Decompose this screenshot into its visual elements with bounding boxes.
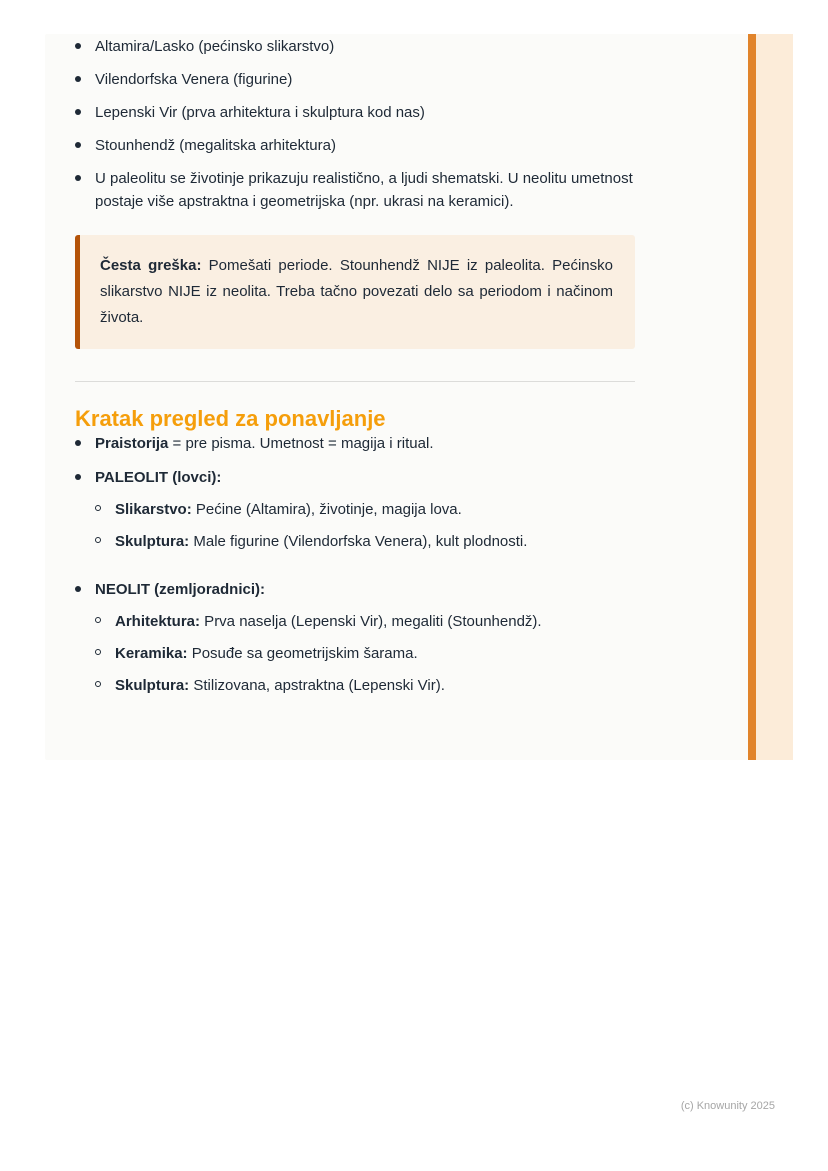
circle-bullet-icon [95, 537, 101, 543]
list-item-text [115, 674, 635, 697]
list-item-text [115, 642, 635, 665]
term-text: Posuđe sa geometrijskim šarama. [187, 645, 418, 662]
term-label: PALEOLIT (lovci): [95, 469, 222, 486]
term-text: Male figurine (Vilendorfska Venera), kult plodnosti. [189, 533, 528, 550]
accent-bar [748, 34, 756, 760]
term-text: = pre pisma. Umetnost = magija i ritual. [168, 435, 434, 452]
term-label: Skulptura: [115, 533, 190, 550]
nested-list [95, 498, 635, 553]
callout-label: Česta greška: [100, 257, 202, 274]
circle-bullet-icon [95, 649, 101, 655]
examples-list [75, 35, 635, 157]
bullet-icon [75, 440, 81, 446]
bullet-icon [75, 109, 81, 115]
list-item [95, 642, 635, 665]
list-item [95, 674, 635, 697]
term-label: NEOLIT (zemljoradnici): [95, 581, 266, 598]
list-item-text [115, 610, 635, 633]
nested-list [95, 610, 635, 697]
list-item-text: Stounhendž (megalitska arhitektura) [95, 137, 336, 154]
callout-text: Pomešati periode. Stounhendž NIJE iz paleolita. Pećinsko slikarstvo NIJE iz neolita. Treba tačno povezati delo sa periodom i načinom života. [100, 257, 613, 326]
list-item [75, 167, 635, 213]
list-item [95, 610, 635, 633]
term-label: Praistorija [95, 435, 169, 452]
bullet-icon [75, 76, 81, 82]
footer-credit: (c) Knowunity 2025 [680, 1100, 775, 1112]
term-text: Stilizovana, apstraktna (Lepenski Vir). [189, 677, 445, 694]
list-item-text [95, 466, 635, 562]
list-item-text [115, 498, 635, 521]
bullet-icon [75, 142, 81, 148]
term-text: Prva naselja (Lepenski Vir), megaliti (Stounhendž). [200, 613, 542, 630]
list-item [75, 466, 635, 562]
divider [75, 381, 635, 382]
term-label: Keramika: [115, 645, 188, 662]
list-item-text: Lepenski Vir (prva arhitektura i skulptura kod nas) [95, 104, 425, 121]
circle-bullet-icon [95, 617, 101, 623]
list-item [75, 578, 635, 706]
term-label: Arhitektura: [115, 613, 201, 630]
list-item [75, 68, 635, 91]
document-content [75, 35, 635, 717]
circle-bullet-icon [95, 681, 101, 687]
list-item [75, 432, 635, 455]
paragraph-list [75, 167, 635, 213]
list-item [75, 134, 635, 157]
bullet-icon [75, 175, 81, 181]
term-label: Skulptura: [115, 677, 190, 694]
bullet-icon [75, 586, 81, 592]
list-item-text [95, 432, 635, 455]
side-panel [756, 34, 793, 760]
list-item [75, 35, 635, 58]
callout-box [75, 235, 635, 349]
bullet-icon [75, 474, 81, 480]
list-item-text: U paleolitu se životinje prikazuju realistično, a ljudi shematski. U neolitu umetnost postaje više apstraktna i geometrijska (npr. ukrasi na keramici). [95, 170, 633, 210]
bullet-icon [75, 43, 81, 49]
circle-bullet-icon [95, 505, 101, 511]
list-item-text: Vilendorfska Venera (figurine) [95, 71, 293, 88]
section-heading: Kratak pregled za ponavljanje [75, 406, 386, 431]
term-label: Slikarstvo: [115, 501, 192, 518]
list-item-text: Altamira/Lasko (pećinsko slikarstvo) [95, 38, 335, 55]
list-item-text [95, 578, 635, 706]
list-item [95, 498, 635, 521]
list-item [75, 101, 635, 124]
list-item [95, 530, 635, 553]
list-item-text [115, 530, 635, 553]
summary-list [75, 432, 635, 706]
term-text: Pećine (Altamira), životinje, magija lova. [191, 501, 462, 518]
